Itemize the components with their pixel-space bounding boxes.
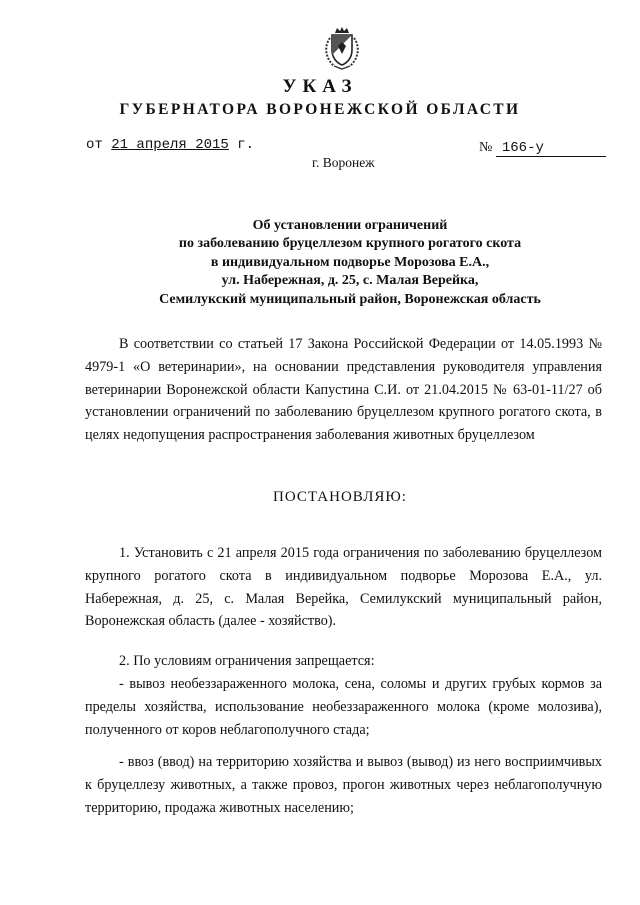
number-value: 166-у	[496, 140, 606, 157]
title-line: ул. Набережная, д. 25, с. Малая Верейка,	[221, 273, 479, 289]
subitem-2	[85, 751, 602, 819]
item-2	[85, 650, 602, 673]
doc-subject-title	[0, 217, 640, 309]
date-suffix: г.	[237, 137, 255, 153]
preamble-text: В соответствии со статьей 17 Закона Российской Федерации от 14.05.1993 № 4979-1 «О ветеринарии», на основании представления руководителя управления ветеринарии Воронежской области Капустина С.И. от 21.04.2015 № 63-01-11/27 об установлении ограничений по заболеванию бруцеллезом крупного рогатого скота, в целях недопущения распространения заболевания животных бруцеллезом	[85, 336, 602, 444]
subitem-1-text: - вывоз необеззараженного молока, сена, соломы и других грубых кормов за пределы хозяйства, использование необеззараженного молока (кроме молозива), полученного от коров неблагополучного стада;	[85, 676, 602, 738]
subitem-2-text: - ввоз (ввод) на территорию хозяйства и вывоз (вывод) из него восприимчивых к бруцеллезу животных, а также провоз, прогон животных через неблагополучную территорию, продажа животных населению;	[85, 754, 602, 816]
subitem-1	[85, 673, 602, 741]
coat-of-arms-icon	[318, 24, 366, 72]
title-line: Семилукский муниципальный район, Воронежская область	[159, 291, 541, 307]
decree-date	[86, 137, 254, 153]
item-1-text: 1. Установить с 21 апреля 2015 года ограничения по заболеванию бруцеллезом крупного рогатого скота в индивидуальном подворье Морозова Е.А., ул. Набережная, д. 25, с. Малая Верейка, Семилукский муниципальный район, Воронежская область (далее - хозяйство).	[85, 545, 602, 630]
title-line: Об установлении ограничений	[252, 218, 448, 233]
date-prefix: от	[86, 137, 103, 153]
doc-type-title: УКАЗ	[282, 76, 358, 97]
item-2-text: 2. По условиям ограничения запрещается:	[119, 653, 375, 669]
decree-word: ПОСТАНОВЛЯЮ:	[273, 489, 407, 505]
number-label: №	[479, 140, 493, 155]
item-1	[85, 542, 602, 633]
title-line: в индивидуальном подворье Морозова Е.А.,	[210, 254, 490, 270]
issuer-title: ГУБЕРНАТОРА ВОРОНЕЖСКОЙ ОБЛАСТИ	[119, 101, 521, 118]
title-line: по заболеванию бруцеллезом крупного рогатого скота	[178, 236, 522, 252]
preamble-paragraph	[85, 333, 602, 447]
city-label: г. Воронеж	[312, 155, 375, 170]
date-value: 21 апреля 2015	[111, 137, 229, 153]
decree-number	[479, 140, 606, 157]
